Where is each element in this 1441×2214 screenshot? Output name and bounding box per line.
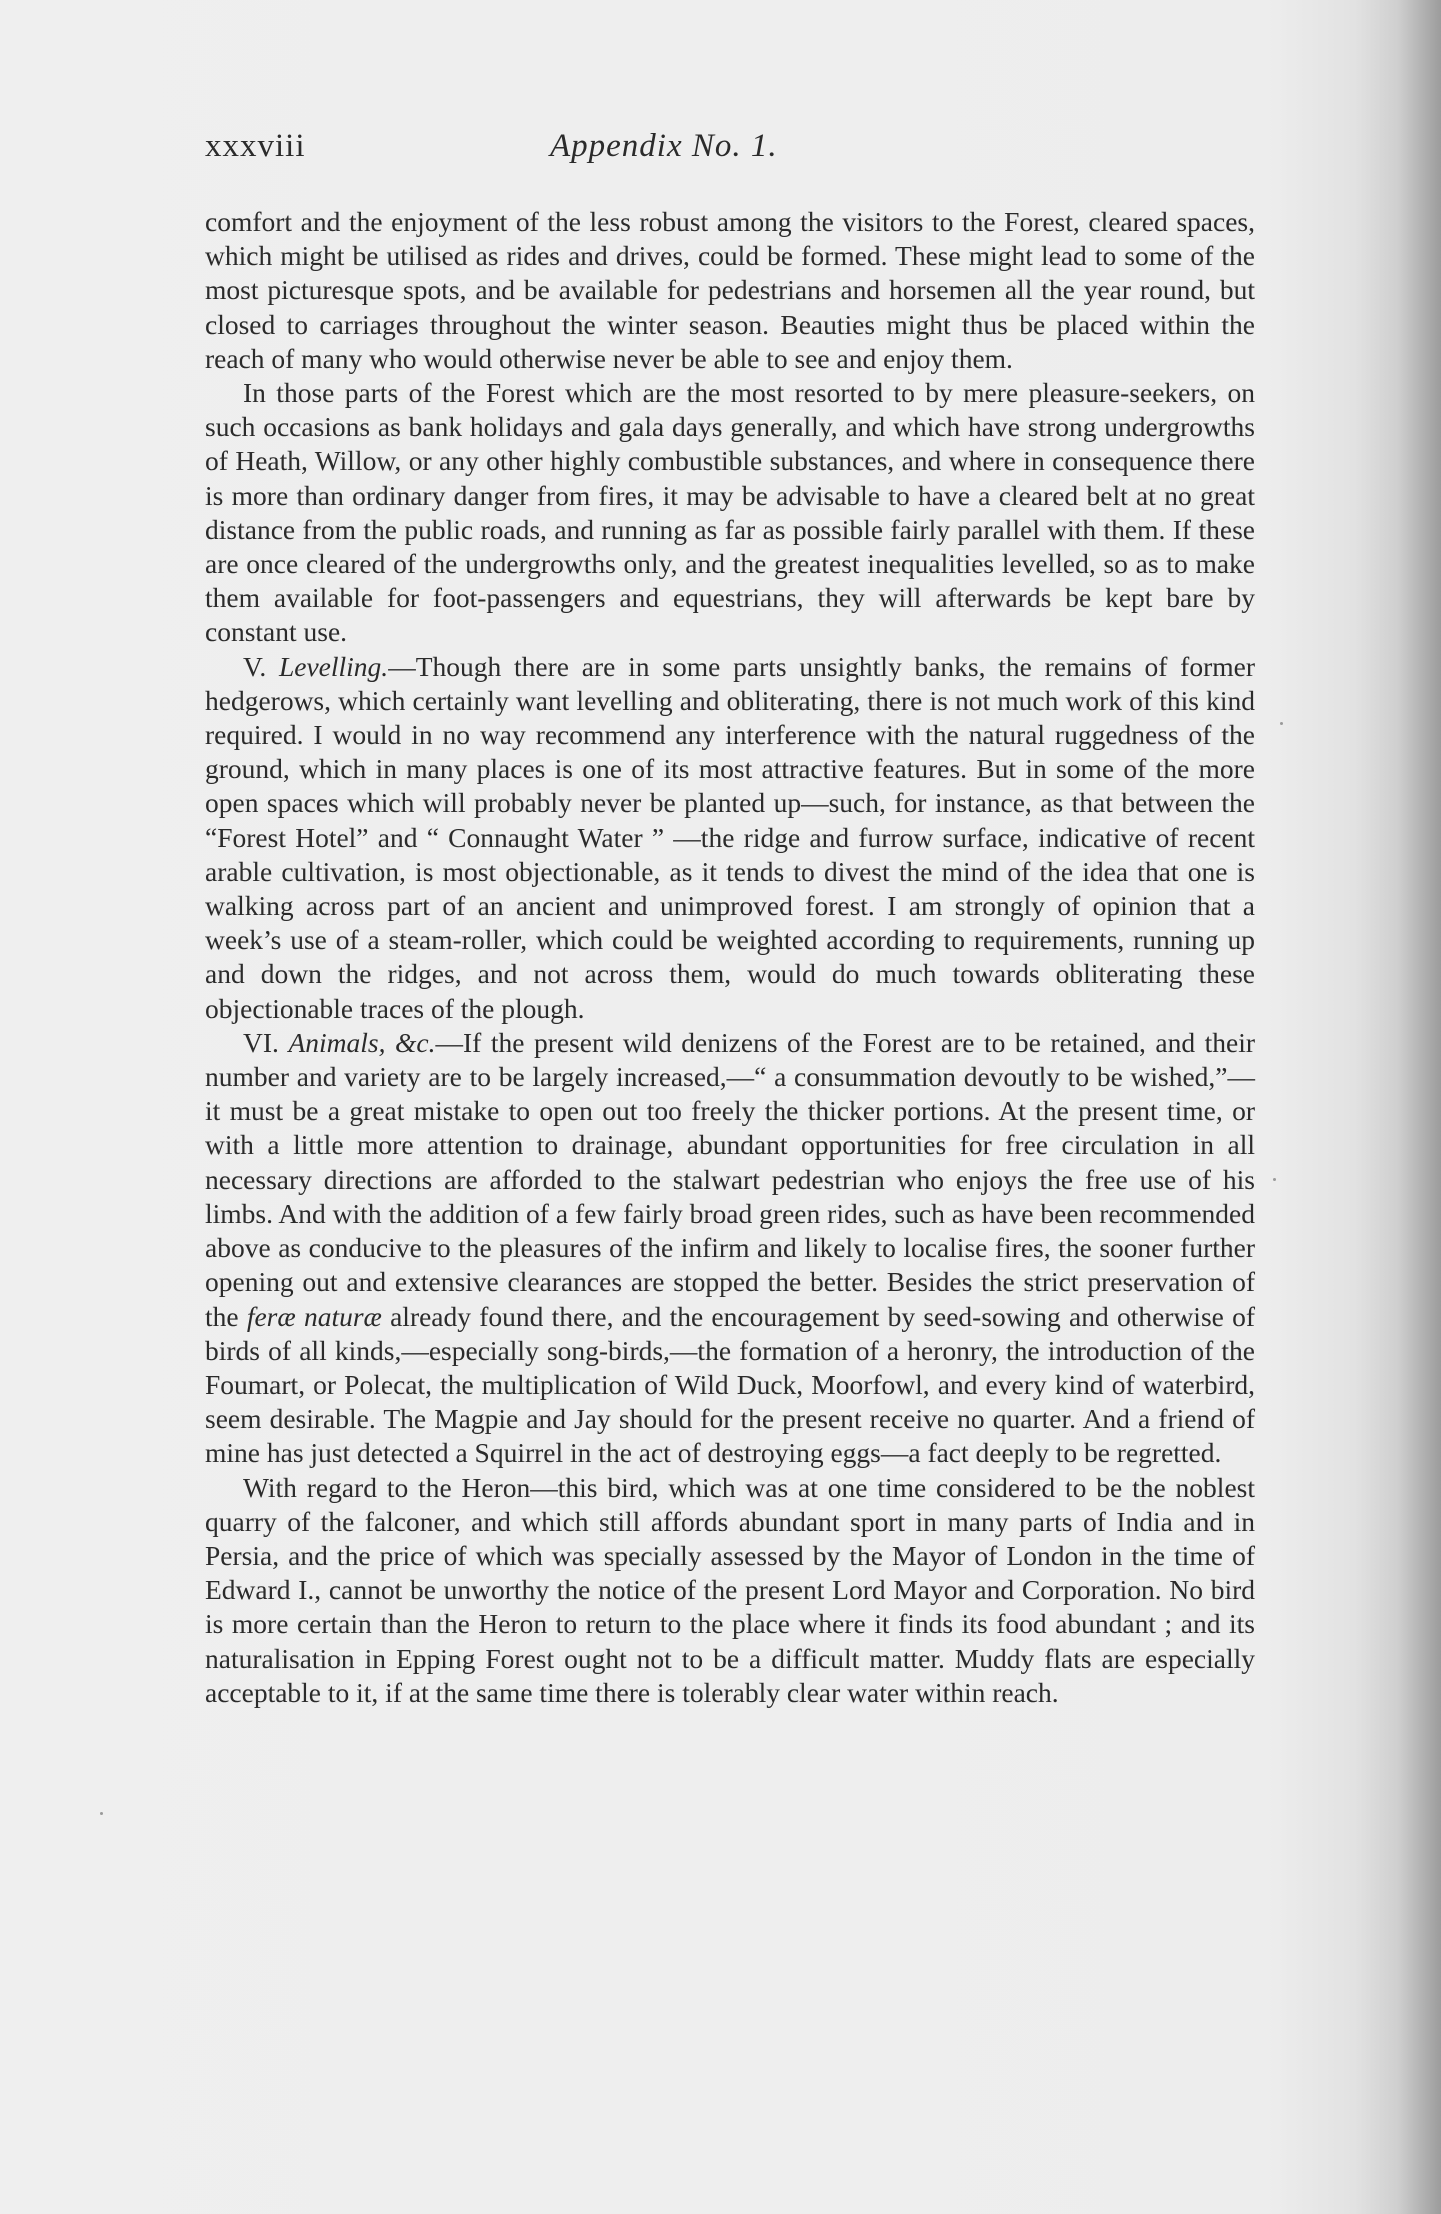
- paragraph-text: —Though there are in some parts unsightly banks, the remains of former hedgerows, which certainly want levelling and obliterating, there is not much work of this kind required. I would in no way recommend any interference with the natural ruggedness of the ground, which in many places is one of its most attractive features. But in some of the more open spaces which will probably never be planted up—such, for instance, as that between the “Forest Hotel” and “ Connaught Water ” —the ridge and furrow surface, indicative of recent arable cultivation, is most objectionable, as it tends to divest the mind of the idea that one is walking across part of an ancient and unimproved forest. I am strongly of opinion that a week’s use of a steam-roller, which could be weighted according to requirements, running up and down the ridges, and not across them, would do much towards obliterating these objectionable traces of the plough.: [205, 650, 1255, 1024]
- paragraph-animals: [205, 1026, 1255, 1471]
- paragraph-text: With regard to the Heron—this bird, which was at one time considered to be the noblest quarry of the falconer, and which still affords abundant sport in many parts of India and in Persia, and the price of which was specially assessed by the Mayor of London in the time of Edward I., cannot be unworthy the notice of the present Lord Mayor and Corporation. No bird is more certain than the Heron to return to the place where it finds its food abundant ; and its naturalisation in Epping Forest ought not to be a difficult matter. Muddy flats are especially acceptable to it, if at the same time there is tolerably clear water within reach.: [205, 1471, 1255, 1708]
- section-number: VI.: [243, 1026, 289, 1058]
- paragraph-text: comfort and the enjoyment of the less robust among the visitors to the Forest, cleared spaces, which might be utilised as rides and drives, could be formed. These might lead to some of the most picturesque spots, and be available for pedestrians and horsemen all the year round, but closed to carriages throughout the winter season. Beauties might thus be placed within the reach of many who would otherwise never be able to see and enjoy them.: [205, 206, 1255, 374]
- page-number: xxxviii: [205, 128, 306, 164]
- paragraph-text: —If the present wild denizens of the Forest are to be retained, and their number and variety are to be largely increased,—“ a consummation devoutly to be wished,”—it must be a great mistake to open out too freely the thicker portions. At the present time, or with a little more attention to drainage, abundant opportunities for free circulation in all necessary directions are afforded to the stalwart pedestrian who enjoys the free use of his limbs. And with the addition of a few fairly broad green rides, such as have been recommended above as conducive to the pleasures of the infirm and likely to localise fires, the sooner further opening out and extensive clearances are stopped the better. Besides the strict preservation of the: [205, 1026, 1255, 1332]
- paper-speck: [1273, 1178, 1276, 1181]
- paragraph-heron: [205, 1471, 1255, 1710]
- latin-phrase: feræ naturæ: [246, 1300, 382, 1332]
- paragraph-fire-belts: [205, 376, 1255, 650]
- running-head: Appendix No. 1.: [550, 128, 778, 164]
- paragraph-comfort: [205, 205, 1255, 376]
- paper-speck: [100, 1812, 103, 1815]
- section-title: Levelling.: [278, 650, 389, 682]
- page-header: [205, 128, 1265, 188]
- paragraph-text: In those parts of the Forest which are the most resorted to by mere pleasure-seekers, on such occasions as bank holidays and gala days generally, and which have strong undergrowths of Heath, Willow, or any other highly combustible substances, and where in consequence there is more than ordinary danger from fires, it may be advisable to have a cleared belt at no great distance from the public roads, and running as far as possible fairly parallel with them. If these are once cleared of the undergrowths only, and the greatest inequalities levelled, so as to make them available for foot-passengers and equestrians, they will afterwards be kept bare by constant use.: [205, 377, 1255, 648]
- section-title: Animals, &c.: [288, 1026, 436, 1058]
- section-number: V.: [243, 650, 279, 682]
- body-text: [205, 205, 1255, 1710]
- paragraph-text-end: already found there, and the encouragement by seed-sowing and otherwise of birds of all kinds,—especially song-birds,—the formation of a heronry, the introduction of the Foumart, or Polecat, the multiplication of Wild Duck, Moorfowl, and every kind of waterbird, seem desirable. The Magpie and Jay should for the present receive no quarter. And a friend of mine has just detected a Squirrel in the act of destroying eggs—a fact deeply to be regretted.: [205, 1300, 1255, 1469]
- paper-speck: [1280, 722, 1283, 725]
- paragraph-levelling: [205, 650, 1255, 1026]
